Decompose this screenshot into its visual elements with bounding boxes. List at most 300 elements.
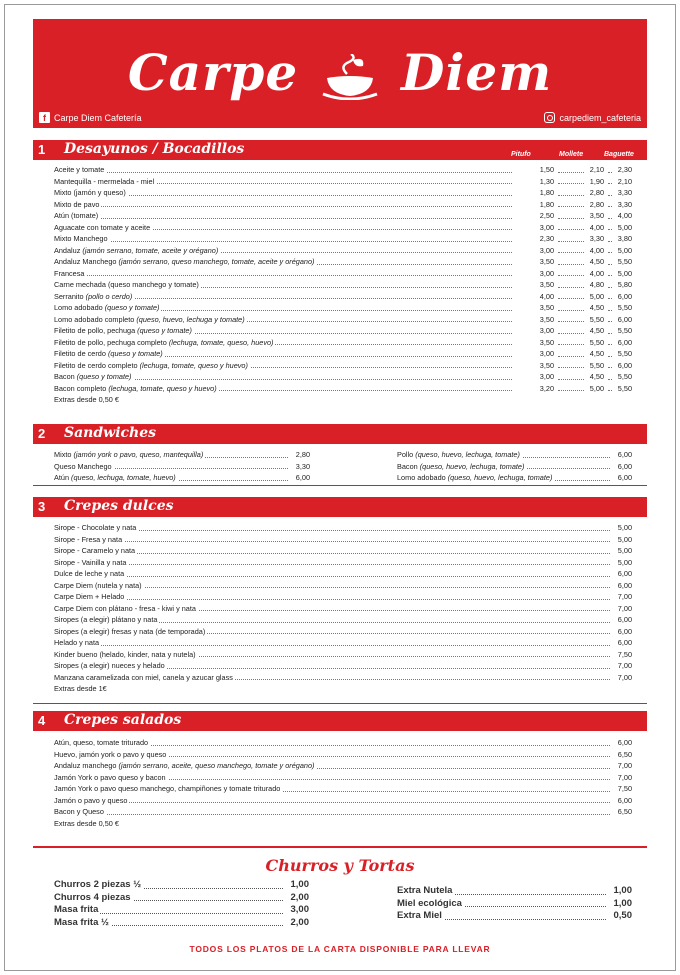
item-name: Jamón York o pavo queso y bacon [54,772,166,782]
menu-item-row [54,591,632,603]
item-price: 3,00 [539,268,554,278]
item-price: 5,00 [617,546,632,555]
menu-item-row [54,449,310,461]
item-name: Filetito de pollo, pechuga completo (lechuga, tomate, queso, huevo) [54,337,274,347]
dotted-leader [608,252,612,253]
item-detail: (pollo o cerdo) [85,291,133,301]
menu-item-row [54,783,632,795]
menu-item-row [54,291,632,303]
churros-item-row [54,879,309,892]
dotted-leader [608,183,612,184]
menu-item-row [54,772,632,784]
item-price: 3,50 [539,303,554,312]
dotted-leader [558,229,584,230]
item-price: 3,50 [539,360,554,370]
menu-header [33,19,647,128]
item-price: 4,50 [589,326,604,335]
item-price: 3,00 [539,222,554,232]
section-divider [33,703,647,704]
item-price: 1,80 [539,199,554,209]
item-name: Atún, queso, tomate triturado [54,738,149,747]
brand-name-left: Carpe [127,43,299,102]
menu-item-row [397,461,632,473]
item-price: 3,00 [539,349,554,358]
section-number: 4 [38,713,46,728]
facebook-icon: f [39,112,50,123]
item-price: 5,50 [617,349,632,358]
item-price: 6,00 [617,569,632,578]
churros-list-right [397,885,632,923]
item-price: 2,30 [617,165,632,174]
item-price: 2,00 [290,916,309,928]
item-price: 6,00 [617,291,632,301]
item-price: 5,00 [617,222,632,232]
dotted-leader [54,576,610,577]
item-name: Carpe Diem (nutela y nata) [54,580,142,590]
item-name: Andaluz Manchego (jamón serrano, queso manchego, tomate, aceite y orégano) [54,257,315,266]
menu-item-row [54,522,632,534]
churros-title: Churros y Tortas [265,856,415,875]
item-name: Sirope - Chocolate y nata [54,523,137,532]
item-price: 3,20 [539,383,554,393]
menu-item-row [54,672,632,684]
dotted-leader [54,275,512,276]
section-divider [33,846,647,848]
menu-item-row [54,245,632,257]
menu-item-row [54,580,632,592]
section-number: 2 [38,426,46,441]
dotted-leader [54,599,610,600]
item-price: 7,00 [617,592,632,601]
item-name: Extra Miel [397,910,442,921]
item-price: 7,00 [617,761,632,770]
brand-name-right: Diem [401,43,553,102]
dotted-leader [54,802,610,803]
dotted-leader [558,218,584,219]
item-name: Mixto (jamón y queso) [54,188,126,197]
instagram-link[interactable] [544,112,641,123]
dotted-leader [54,553,610,554]
item-price: 1,80 [539,188,554,197]
item-name: Serranito (pollo o cerdo) [54,291,133,301]
item-price: 6,00 [617,360,632,370]
item-name: Jamón o pavo y queso [54,795,128,805]
item-name: Lomo adobado (queso, huevo, lechuga, tomate) [397,473,553,482]
item-detail: (jamón serrano, aceite, queso manchego, tomate y orégano) [118,761,315,770]
item-price: 6,00 [617,473,632,482]
item-price: 3,50 [539,337,554,347]
item-price: 7,00 [617,603,632,613]
menu-item-row [54,371,632,383]
section-bar-crepes-salados [33,711,647,731]
dotted-leader [608,390,612,391]
item-price: 4,50 [589,372,604,381]
dotted-leader [608,310,612,311]
menu-item-row [397,472,632,484]
item-price: 5,00 [617,523,632,532]
menu-item-row [54,760,632,772]
item-detail: (queso y tomate) [104,303,160,312]
crepes-dulces-list [54,522,632,695]
item-name: Filetito de pollo, pechuga (queso y tomate) [54,326,192,335]
takeaway-notice: TODOS LOS PLATOS DE LA CARTA DISPONIBLE PARA LLEVAR [189,944,491,954]
item-price: 0,50 [613,910,632,921]
dotted-leader [608,298,612,299]
dotted-leader [54,172,512,173]
item-price: 2,80 [589,199,604,209]
sandwiches-list-right [397,449,632,484]
menu-item-row [54,614,632,626]
menu-item-row [397,449,632,461]
churros-item-row [397,885,632,898]
dotted-leader [558,275,584,276]
section-title: Sandwiches [64,425,157,441]
item-price: 2,00 [290,891,309,903]
item-detail: (queso y tomate) [137,326,192,335]
item-price: 5,50 [617,372,632,381]
item-detail: (queso, huevo, lechuga, tomate) [415,450,520,459]
dotted-leader [558,333,584,334]
item-price: 4,00 [539,291,554,301]
coffee-cup-icon [321,54,379,100]
section-divider [33,485,647,486]
item-name: Siropes (a elegir) plátano y nata [54,615,158,624]
dotted-leader [558,195,584,196]
item-price: 3,00 [539,245,554,255]
dotted-leader [54,541,610,542]
item-name: Miel ecológica [397,897,462,909]
churros-item-row [54,892,309,905]
item-price: 6,00 [617,795,632,805]
item-name: Mixto (jamón york o pavo, queso, mantequilla) [54,450,204,459]
dotted-leader [608,206,612,207]
item-price: 4,50 [589,257,604,266]
item-price: 1,00 [613,885,632,896]
menu-item-row [54,302,632,314]
item-price: 3,30 [589,234,604,243]
item-name: Helado y nata [54,638,100,647]
menu-item-row [54,164,632,176]
item-name: Bacon y Queso [54,807,104,816]
menu-item-row [54,314,632,326]
menu-item-row [54,568,632,580]
item-detail: (queso y tomate) [76,372,132,381]
item-price: 3,50 [539,257,554,266]
sandwiches-list-left [54,449,310,484]
item-price: 5,00 [617,534,632,544]
item-detail: (queso, huevo, lechuga y tomate) [136,314,245,324]
item-name: Sirope - Fresa y nata [54,534,123,544]
menu-item-row [54,279,632,291]
dotted-leader [608,218,612,219]
column-header-pitufo: Pitufo [511,151,531,158]
item-detail: (jamón york o pavo, queso, mantequilla) [73,450,204,459]
instagram-handle: carpediem_cafeteria [559,112,641,123]
churros-list-left [54,879,309,929]
crepes-salados-list [54,737,632,829]
item-price: 3,00 [539,326,554,335]
item-name: Masa frita [54,904,99,915]
item-name: Queso Manchego [54,461,112,471]
menu-item-row [54,795,632,807]
desayunos-list [54,164,632,406]
dotted-leader [558,172,584,173]
item-price: 6,00 [295,473,310,482]
item-name: Lomo adobado completo (queso, huevo, lechuga y tomate) [54,314,245,324]
item-detail: (lechuga, tomate, queso y huevo) [108,383,217,393]
dotted-leader [558,310,584,311]
menu-item-row [54,545,632,557]
item-price: 6,50 [617,807,632,816]
instagram-icon [544,112,555,123]
item-price: 6,00 [617,638,632,647]
item-detail: (lechuga, tomate, queso y huevo) [139,360,248,370]
dotted-leader [558,344,584,345]
item-price: 7,00 [617,772,632,782]
item-name: Filetito de cerdo (queso y tomate) [54,349,163,358]
item-name: Jamón York o pavo queso manchego, champiñones y tomate triturado [54,784,281,793]
menu-item-row [54,187,632,199]
item-price: 6,00 [617,314,632,324]
item-name: Sirope - Vainilla y nata [54,557,127,567]
item-name: Masa frita ½ [54,916,109,928]
dotted-leader [608,321,612,322]
item-price: 5,00 [589,291,604,301]
item-price: 6,00 [617,450,632,459]
item-price: 6,00 [617,337,632,347]
menu-item-row [54,348,632,360]
item-name: Siropes (a elegir) fresas y nata (de temporada) [54,626,206,636]
churros-item-row [54,904,309,917]
menu-item-row [54,806,632,818]
item-name: Bacon (queso, huevo, lechuga, tomate) [397,461,525,471]
item-name: Huevo, jamón york o pavo y queso [54,749,167,759]
item-name: Bacon (queso y tomate) [54,372,132,381]
menu-item-row [54,199,632,211]
item-price: 6,00 [617,626,632,636]
dotted-leader [54,218,512,219]
menu-item-row [54,461,310,473]
section-bar-crepes-dulces [33,497,647,517]
item-price: 6,00 [617,615,632,624]
item-detail: (jamón serrano, tomate, aceite y orégano) [82,245,219,255]
menu-item-row [54,337,632,349]
item-price: 6,00 [617,738,632,747]
item-detail: (queso y tomate) [107,349,163,358]
dotted-leader [608,333,612,334]
item-price: 5,50 [617,303,632,312]
item-price: 5,00 [617,245,632,255]
section-bar-desayunos [33,140,647,160]
item-name: Atún (tomate) [54,211,99,220]
item-price: 1,50 [539,165,554,174]
item-price: 5,50 [589,337,604,347]
section-title: Crepes dulces [64,498,174,514]
dotted-leader [608,172,612,173]
item-detail: (queso, huevo, lechuga, tomate) [447,473,553,482]
item-price: 4,50 [589,303,604,312]
dotted-leader [54,564,610,565]
dotted-leader [54,241,512,242]
menu-item-row [54,637,632,649]
item-name: Churros 4 piezas [54,891,131,903]
item-name: Lomo adobado (queso y tomate) [54,303,160,312]
item-price: 5,50 [617,326,632,335]
dotted-leader [608,379,612,380]
item-price: 4,80 [589,280,604,289]
section-title: Crepes salados [64,712,182,728]
menu-item-row [54,557,632,569]
section-number: 3 [38,499,46,514]
dotted-leader [558,252,584,253]
item-detail: (lechuga, tomate, queso, huevo) [168,337,274,347]
item-price: 3,50 [589,211,604,220]
item-price: 2,30 [539,234,554,243]
item-price: 3,00 [290,904,309,915]
item-price: 3,30 [295,461,310,471]
item-price: 2,80 [589,188,604,197]
item-name: Extra Nutela [397,885,453,896]
item-price: 1,00 [290,879,309,890]
item-name: Bacon completo (lechuga, tomate, queso y huevo) [54,383,217,393]
item-name: Mixto Manchego [54,234,108,243]
dotted-leader [608,229,612,230]
extras-note: Extras desde 0,50 € [54,395,119,404]
dotted-leader [558,379,584,380]
column-header-baguette: Baguette [604,151,634,158]
menu-item-row [54,749,632,761]
item-name: Carpe Diem con plátano - fresa - kiwi y nata [54,603,196,613]
menu-item-row [54,233,632,245]
item-name: Aguacate con tomate y aceite [54,222,151,232]
item-name: Pollo (queso, huevo, lechuga, tomate) [397,450,520,459]
item-price: 2,50 [539,211,554,220]
item-price: 5,50 [617,383,632,393]
dotted-leader [608,275,612,276]
item-price: 4,00 [617,211,632,220]
dotted-leader [558,206,584,207]
item-price: 6,50 [617,749,632,759]
dotted-leader [558,321,584,322]
facebook-handle: Carpe Diem Cafetería [54,112,142,123]
menu-item-row [54,176,632,188]
dotted-leader [558,356,584,357]
extras-note: Extras desde 1€ [54,684,107,693]
extras-note: Extras desde 0,50 € [54,818,119,828]
dotted-leader [608,195,612,196]
menu-item-row [54,737,632,749]
item-price: 4,00 [589,222,604,232]
item-price: 7,00 [617,672,632,682]
dotted-leader [558,287,584,288]
item-price: 3,80 [617,234,632,243]
churros-item-row [397,910,632,923]
item-price: 4,50 [589,349,604,358]
item-name: Dulce de leche y nata [54,569,125,578]
dotted-leader [608,356,612,357]
item-price: 2,10 [589,165,604,174]
dotted-leader [558,367,584,368]
item-name: Andaluz manchego (jamón serrano, aceite, queso manchego, tomate y orégano) [54,761,315,770]
item-price: 1,90 [589,176,604,186]
menu-item-row [54,360,632,372]
dotted-leader [608,367,612,368]
item-name: Manzana caramelizada con miel, canela y azucar glass [54,672,233,682]
dotted-leader [558,390,584,391]
item-price: 5,80 [617,280,632,289]
item-price: 7,50 [617,649,632,659]
item-price: 4,00 [589,268,604,278]
item-price: 5,50 [589,360,604,370]
item-name: Mantequilla - mermelada - miel [54,176,155,186]
item-price: 5,00 [589,383,604,393]
item-name: Aceite y tomate [54,165,105,174]
section-title: Desayunos / Bocadillos [64,141,245,157]
item-price: 3,30 [617,188,632,197]
dotted-leader [558,183,584,184]
facebook-link[interactable] [39,112,142,123]
item-price: 3,50 [539,314,554,324]
item-price: 7,00 [617,661,632,670]
menu-item-row [54,325,632,337]
churros-item-row [54,917,309,930]
menu-item-row [54,660,632,672]
dotted-leader [608,241,612,242]
item-name: Carne mechada (queso manchego y tomate) [54,280,199,289]
menu-item-row [54,603,632,615]
dotted-leader [608,344,612,345]
item-price: 6,00 [617,580,632,590]
item-name: Kinder bueno (helado, kinder, nata y nutela) [54,649,196,659]
item-price: 7,50 [617,784,632,793]
item-name: Atún (queso, lechuga, tomate, huevo) [54,473,176,482]
dotted-leader [608,264,612,265]
section-bar-sandwiches [33,424,647,444]
item-price: 6,00 [617,461,632,471]
item-detail: (queso, huevo, lechuga, tomate) [419,461,525,471]
dotted-leader [54,206,512,207]
dotted-leader [558,241,584,242]
item-price: 2,80 [295,450,310,459]
dotted-leader [54,814,610,815]
menu-item-row [54,383,632,395]
item-name: Carpe Diem + Helado [54,592,125,601]
menu-item-row [54,256,632,268]
dotted-leader [54,645,610,646]
item-detail: (queso, lechuga, tomate, huevo) [71,473,176,482]
item-price: 4,00 [589,245,604,255]
menu-item-row [54,222,632,234]
item-price: 5,50 [589,314,604,324]
item-price: 5,00 [617,268,632,278]
menu-item-row [54,268,632,280]
section-number: 1 [38,142,46,157]
churros-item-row [397,898,632,911]
dotted-leader [558,264,584,265]
menu-item-row [54,626,632,638]
item-price: 5,50 [617,257,632,266]
item-name: Siropes (a elegir) nueces y helado [54,661,165,670]
item-price: 2,10 [617,176,632,186]
menu-item-row [54,210,632,222]
item-price: 3,00 [539,372,554,381]
dotted-leader [608,287,612,288]
item-price: 1,30 [539,176,554,186]
item-detail: (jamón serrano, queso manchego, tomate, aceite y orégano) [118,257,315,266]
item-price: 3,30 [617,199,632,209]
brand-logo [33,43,647,102]
item-name: Churros 2 piezas ½ [54,879,142,890]
